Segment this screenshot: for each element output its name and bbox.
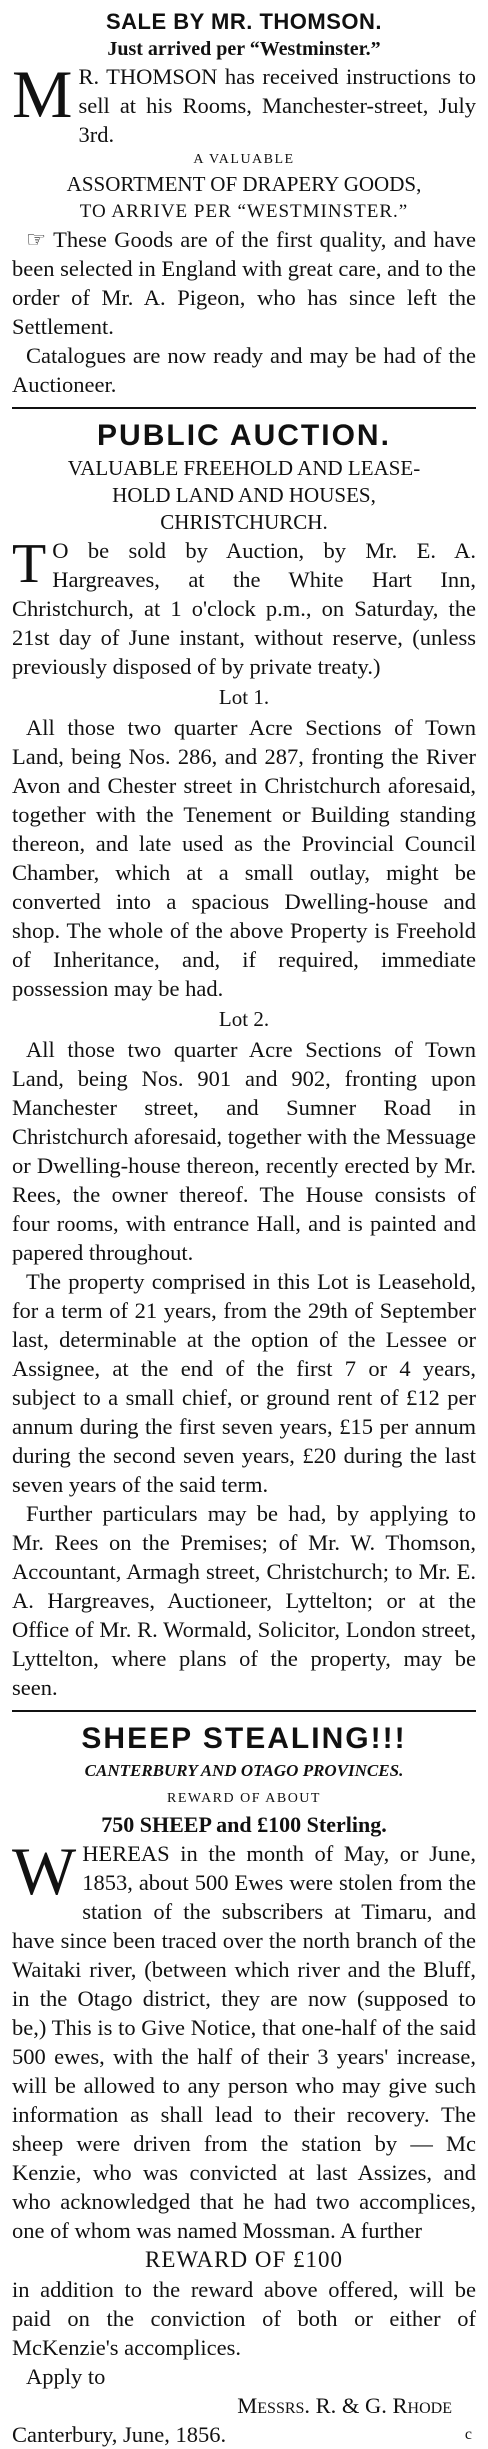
ad-intro <box>12 533 476 681</box>
divider <box>12 1710 476 1712</box>
subheading: VALUABLE FREEHOLD AND LEASE- <box>67 456 421 480</box>
lot-label: Lot 1. <box>218 685 270 709</box>
apply-line: Apply to <box>26 2364 106 2389</box>
ad-body: in addition to the reward above offered, will be paid on the conviction of both or either of McKenzie's accomplices. <box>12 2277 476 2360</box>
ad-heading: PUBLIC AUCTION. <box>97 419 391 452</box>
assortment-line: ASSORTMENT OF DRAPERY GOODS, <box>66 172 422 196</box>
lot-text: All those two quarter Acre Sections of Town Land, being Nos. 286, and 287, fronting the River Avon and Chester street in Christchurch aforesaid, together with the Tenement or Building standing thereon, and late used as the Provincial Council Chamber, which at a small outlay, might be converted into a spacious Dwelling-house and shop. The whole of the above Property is Freehold of Inheritance, and, if required, immediate possession may be had. <box>12 715 476 1001</box>
subheading: HOLD LAND AND HOUSES, <box>112 483 376 507</box>
lot-text: All those two quarter Acre Sections of Town Land, being Nos. 901 and 902, fronting upon Manchester street, and Sumner Road in Christchurch aforesaid, together with the Messuage or Dwelling-house thereon, recently erected by Mr. Rees, the owner thereof. The House consists of four rooms, with entrance Hall, and is painted and papered throughout. <box>12 1037 476 1265</box>
ad-sale-by-thomson <box>12 8 476 399</box>
drop-cap: T <box>12 533 47 595</box>
provinces-line: CANTERBURY AND OTAGO PROVINCES. <box>84 1761 404 1780</box>
ad-heading: SALE BY MR. THOMSON. <box>105 9 383 34</box>
newspaper-column <box>12 0 476 2449</box>
ad-public-auction <box>12 417 476 1702</box>
body-text: HEREAS in the month of May, or June, 1853, about 500 Ewes were stolen from the station of the subscribers at Timaru, and have since been traced over the north branch of the Waitaki river, (between which river and the Bluff, in the Otago district, they are now (supposed to be,) This is to Give Notice, that one-half of the said 500 ewes, with the half of their 3 years' increase, will be allowed to any person who may give such information as shall lead to their recovery. The sheep were driven from the station by — Mc Kenzie, who was convicted at last Assizes, and who acknowledged that he had two accomplices, one of whom was named Mossman. A further <box>12 1841 476 2243</box>
ad-sheep-stealing <box>12 1720 476 2449</box>
a-valuable: A VALUABLE <box>193 152 295 167</box>
further-text: Further particulars may be had, by applying to Mr. Rees on the Premises; of Mr. W. Thomson, Accountant, Armagh street, Christchurch; to Mr. E. A. Hargreaves, Auctioneer, Lyttelton; or at the Office of Mr. R. Wormald, Solicitor, London street, Lyttelton, where plans of the property, may be seen. <box>12 1501 476 1700</box>
arrive-line: TO ARRIVE PER “WESTMINSTER.” <box>79 201 409 222</box>
divider <box>12 407 476 409</box>
place-date: Canterbury, June, 1856. <box>12 2422 227 2447</box>
place-date-row <box>12 2420 476 2449</box>
reward-line: REWARD OF £100 <box>144 2247 343 2272</box>
subheading: CHRISTCHURCH. <box>160 510 328 534</box>
ad-para: ☞ These Goods are of the first quality, and have been selected in England with great care, and to the order of Mr. A. Pigeon, who has since left the Settlement. <box>12 227 476 339</box>
lot-label: Lot 2. <box>218 1007 270 1031</box>
intro-text: O be sold by Auction, by Mr. E. A. Hargreaves, at the White Hart Inn, Christchurch, at 1 o'clock p.m., on Saturday, the 21st day of June instant, without reserve, (unless previously disposed of by private treaty.) <box>12 538 476 679</box>
intro-text: R. THOMSON has received instructions to sell at his Rooms, Manchester-street, July 3rd. <box>78 64 476 147</box>
drop-cap: M <box>12 56 73 132</box>
ad-para: Catalogues are now ready and may be had of the Auctioneer. <box>12 343 476 397</box>
lease-text: The property comprised in this Lot is Leasehold, for a term of 21 years, from the 29th of September last, determinable at the option of the Lessee or Assignee, at the end of the first 7 or 4 years, subject to a small chief, or ground rent of £12 per annum during the first seven years, £15 per annum during the second seven years, £20 during the last seven years of the said term. <box>12 1269 476 1497</box>
ad-body <box>12 1833 476 2245</box>
arrived-line: Just arrived per “Westminster.” <box>107 38 381 60</box>
reward-amount: 750 SHEEP and £100 Sterling. <box>101 1812 387 1837</box>
drop-cap: W <box>12 1833 77 1909</box>
reward-about: REWARD OF ABOUT <box>167 1791 321 1806</box>
printer-mark: c <box>464 2426 472 2443</box>
ad-heading: SHEEP STEALING!!! <box>81 1722 407 1755</box>
ad-intro <box>12 56 476 149</box>
signature: Messrs. R. & G. Rhode <box>237 2393 452 2418</box>
